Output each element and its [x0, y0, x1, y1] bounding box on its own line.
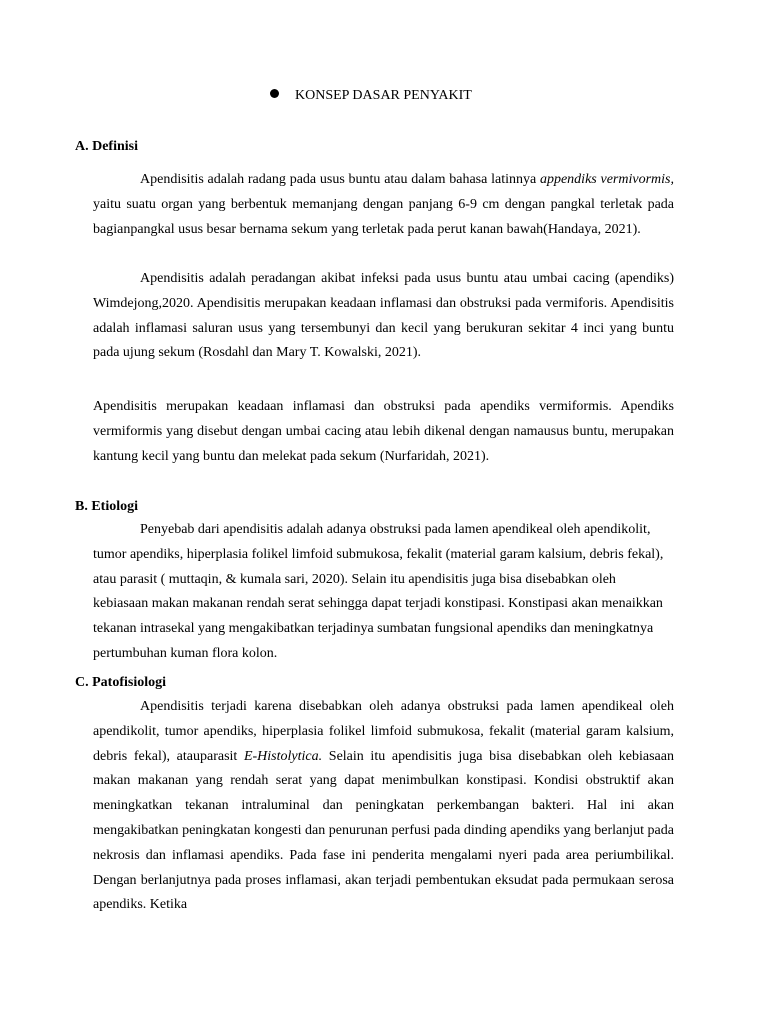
italic-term: appendiks vermivormis,: [539, 172, 674, 187]
section-heading-patofisiologi: C. Patofisiologi: [75, 675, 166, 690]
paragraph-definisi-3: Apendisitis merupakan keadaan inflamasi dan obstruksi pada apendiks vermiformis. Apendiks vermiformis yang disebut dengan umbai cacing atau lebih dikenal dengan namausus buntu, merupakan kantung kecil yang buntu dan melekat pada sekum (Nurfaridah, 2021).: [93, 399, 674, 464]
section-heading-etiologi: B. Etiologi: [75, 499, 139, 514]
section-heading-definisi: A. Definisi: [75, 139, 138, 154]
paragraph-text: yaitu suatu organ yang berbentuk memanjang dengan panjang 6-9 cm dengan pangkal terletak pada bagianpangkal usus besar bernama sekum yang terletak pada perut kanan bawah(Handaya, 2021).: [93, 196, 674, 237]
bullet-icon: [270, 89, 279, 98]
document-title: [270, 86, 472, 106]
paragraph-text: Apendisitis terjadi karena disebabkan oleh adanya obstruksi pada lamen apendikeal oleh apendikolit, tumor apendiks, hiperplasia folikel limfoid submukosa, fekalit (material garam kalsium, debris fekal), atauparasit: [93, 699, 674, 764]
paragraph-definisi-1: [93, 168, 674, 242]
paragraph-text: Selain itu apendisitis juga bisa disebabkan oleh kebiasaan makan makanan yang rendah serat yang dapat menimbulkan konstipasi. Kondisi obstruktif akan meningkatkan tekanan intraluminal dan peningkatan perkembangan bakteri. Hal ini akan mengakibatkan peningkatan kongesti dan penurunan perfusi pada dinding apendiks yang berlanjut pada nekrosis dan inflamasi apendiks. Pada fase ini penderita mengalami nyeri pada area periumbilikal. Dengan berlanjutnya pada proses inflamasi, akan terjadi pembentukan eksudat pada permukaan serosa apendiks. Ketika: [93, 748, 674, 913]
paragraph-patofisiologi-1: [93, 695, 674, 918]
italic-term: E-Histolytica.: [243, 748, 323, 764]
paragraph-definisi-2: Apendisitis adalah peradangan akibat infeksi pada usus buntu atau umbai cacing (apendiks) Wimdejong,2020. Apendisitis merupakan keadaan inflamasi dan obstruksi pada vermiforis. Apendisitis adalah inflamasi saluran usus yang tersembunyi dan kecil yang berukuran sekitar 4 inci yang buntu pada ujung sekum (Rosdahl dan Mary T. Kowalski, 2021).: [93, 271, 674, 361]
paragraph-etiologi-1: Penyebab dari apendisitis adalah adanya obstruksi pada lamen apendikeal oleh apendikolit, tumor apendiks, hiperplasia folikel limfoid submukosa, fekalit (material garam kalsium, debris fekal), atau parasit ( muttaqin, & kumala sari, 2020). Selain itu apendisitis juga bisa disebabkan oleh kebiasaan makan makanan rendah serat sehingga dapat terjadi konstipasi. Konstipasi akan menaikkan tekanan intrasekal yang mengakibatkan terjadinya sumbatan fungsional apendiks dan meningkatnya pertumbuhan kuman flora kolon.: [93, 522, 664, 661]
paragraph-text: Apendisitis adalah radang pada usus buntu atau dalam bahasa latinnya: [140, 172, 540, 187]
title-text: KONSEP DASAR PENYAKIT: [295, 88, 472, 103]
